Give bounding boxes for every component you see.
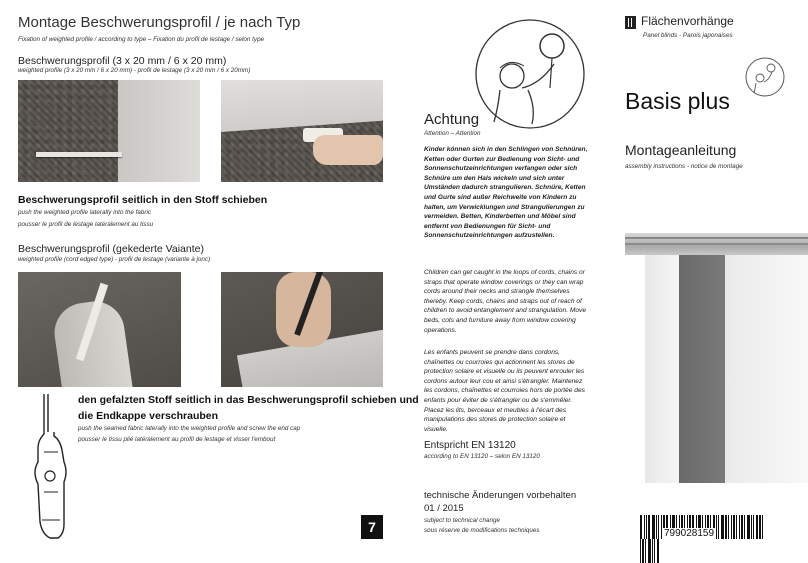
changes-en: subject to technical change (424, 517, 500, 524)
barcode-bar (725, 515, 727, 539)
barcode-bar (716, 515, 717, 539)
main-title: Montage Beschwerungsprofil / je nach Typ (18, 14, 301, 31)
norm-text: Entspricht EN 13120 (424, 440, 516, 451)
main-subtitle: Fixation of weighted profile / according to type – Fixation du profil de lestage / selon type (18, 36, 265, 43)
step1-en: push the weighted profile laterally into the fabric (18, 209, 152, 216)
barcode-bar (762, 515, 763, 539)
barcode-bar (658, 515, 659, 539)
section1-title: Beschwerungsprofil (3 x 20 mm / 6 x 20 mm) (18, 55, 227, 67)
document-title: Montageanleitung (625, 142, 737, 158)
barcode-bar (646, 515, 647, 539)
barcode-bar (759, 515, 761, 539)
barcode-bar (747, 515, 750, 539)
step2-heading-line1: den gefalzten Stoff seitlich in das Beschwerungsprofil schieben und (78, 394, 419, 406)
warning-de-text: Kinder können sich in den Schlingen von Schnüren, Ketten oder Gurten zur Bedienung von Sicht- und Sonnenschutzeinrichtungen verfangen oder sich Schnüre um den Hals wickeln und sich unter Umständen dadurch strangulieren. Schnüre, Ketten und Gurte sind außer Reichweite von Kindern zu halten, um Verwicklungen und Strangulierungen zu vermeiden. Betten, Kinderbetten und Möbel sind entfernt von Bedienungen für Sicht- und Sonnenschutzeinrichtungen aufzustellen. (424, 146, 588, 240)
panel-dark (679, 255, 725, 483)
step2-heading (78, 392, 419, 424)
photo-screw-endcap (221, 272, 383, 387)
section2-title: Beschwerungsprofil (gekederte Vaiante) (18, 243, 204, 255)
barcode-bar (652, 515, 655, 539)
warning-fr-text: Les enfants peuvent se prendre dans cordons, chaînettes ou courroies qui actionnent les stores de protection solaire et visuelle ou ils peuvent enrouler les cordons autour leur cou et ainsi s'étrangler. Maintenez les cordons, chaînettes et courroies hors de portée des enfants pour éviter de s'étrangler ou de s'emmêler. Placez les lits, berceaux et meubles à l'écart des manipulations des stores de protection solaire et visuelle. (424, 349, 585, 433)
norm-subtext: according to EN 13120 – selon EN 13120 (424, 453, 540, 460)
child-strangulation-warning-icon (470, 18, 590, 130)
step1-fr: pousser le profil de lestage latéralement au tissu (18, 221, 154, 228)
weighted-profile-bar (36, 152, 122, 157)
date-text: 01 / 2015 (424, 503, 464, 514)
barcode-bar (640, 515, 642, 539)
photo-profile-carpet (18, 80, 200, 182)
warning-heading: Achtung (424, 111, 480, 128)
barcode-bar (648, 539, 651, 563)
fabric-panel (118, 80, 200, 182)
barcode-bar (739, 515, 740, 539)
barcode-bar (640, 539, 641, 563)
barcode-bar (644, 515, 645, 539)
photo-cord-profile (18, 272, 181, 387)
step2-heading-line2: die Endkappe verschrauben (78, 410, 219, 422)
barcode-bar (744, 515, 745, 539)
barcode-number: 799028159 (664, 528, 715, 539)
page-number: 7 (361, 515, 383, 539)
changes-text: technische Änderungen vorbehalten (424, 490, 577, 501)
brand-logo-icon (625, 16, 636, 29)
step2-fr: pousser le tissu plié latéralement au profil de lestage et visser l'embout (78, 436, 276, 443)
barcode-bar (731, 515, 732, 539)
barcode-bar (657, 539, 659, 563)
document-subtitle: assembly instructions - notice de montage (625, 163, 743, 170)
panel-light-2 (725, 255, 808, 483)
brand-name: Flächenvorhänge (641, 14, 734, 28)
hand (313, 135, 383, 165)
warning-en-text: Children can get caught in the loops of cords, chains or straps that operate window coverings or they can wrap cords around their necks and strangle themselves thereby. Keep cords, chains and straps out of reach of children to avoid entanglement and strangulation. Move beds, cots and furniture away from window covering operations. (424, 269, 587, 334)
barcode-bar (654, 539, 655, 563)
photo-hand-pushing-profile (221, 80, 383, 182)
section2-subtitle: weighted profile (cord edged type) - profil de lestage (variante à jonc) (18, 256, 211, 263)
changes-fr: sous réserve de modifications techniques (424, 527, 540, 534)
barcode-bar (652, 539, 653, 563)
panel-blind-image (625, 233, 808, 483)
barcode-bar (751, 515, 752, 539)
product-name: Basis plus (625, 88, 730, 114)
panel-light-1 (645, 255, 679, 483)
barcode-bar (756, 515, 758, 539)
profile-cross-section-drawing (28, 392, 72, 542)
barcode-bar (721, 515, 724, 539)
barcode-bar (718, 515, 719, 539)
barcode-bar (656, 515, 657, 539)
step1-heading: Beschwerungsprofil seitlich in den Stoff schieben (18, 194, 268, 206)
brand-subtitle: Panel blinds - Parois japonaises (643, 32, 733, 39)
barcode-bar (645, 539, 646, 563)
small-warning-icon (744, 56, 786, 98)
fabric-sheet (221, 80, 383, 132)
warning-subheading: Attention – Attention (424, 130, 481, 137)
step2-en: push the seamed fabric laterally into the weighted profile and screw the end cap (78, 425, 301, 432)
barcode-bar (741, 515, 743, 539)
barcode-bar (642, 539, 644, 563)
barcode-bar (728, 515, 729, 539)
barcode-bar (733, 515, 735, 539)
barcode-bar (648, 515, 650, 539)
section1-subtitle: weighted profile (3 x 20 mm / 6 x 20 mm) - profil de lestage (3 x 20 mm / 6 x 20mm) (18, 67, 251, 74)
barcode-bar (753, 515, 754, 539)
barcode-bar (736, 515, 737, 539)
